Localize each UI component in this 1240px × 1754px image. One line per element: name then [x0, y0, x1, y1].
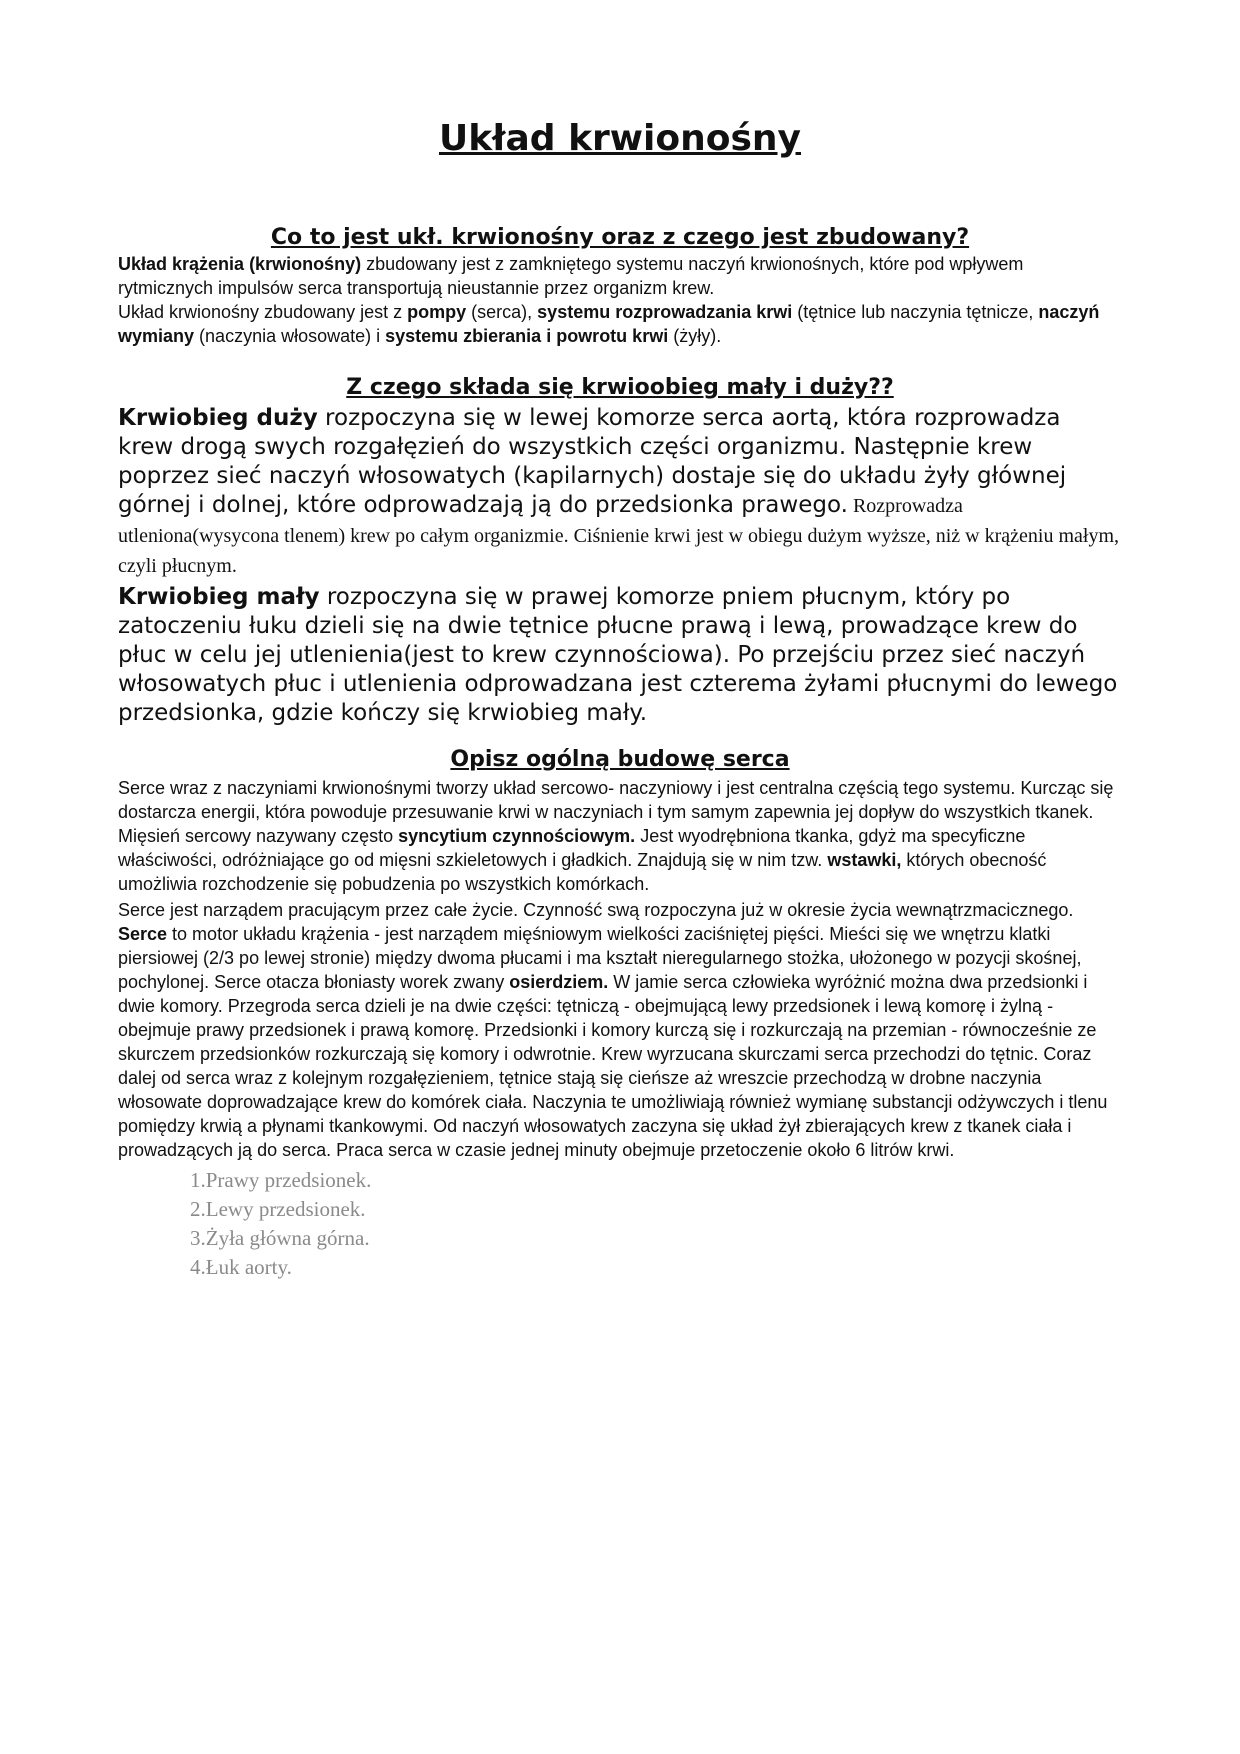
section-heading-1: Co to jest ukł. krwionośny oraz z czego jest zbudowany?: [270, 225, 970, 250]
text-run: Serce wraz z naczyniami krwionośnymi tworzy układ sercowo- naczyniowy i jest centralna częścią tego systemu. Kurcząc się dostarcza energii, która powoduje przesuwanie krwi w naczyniach i tym samym zapewnia jej dopływ do wszystkich tkanek. Mięsień sercowy nazywany często: [118, 778, 1114, 846]
paragraph-heart-overview: [118, 776, 1122, 896]
bold-term: syncytium czynnościowym.: [398, 826, 636, 846]
paragraph-systemic-circulation: [118, 404, 1122, 581]
section-heading-2: Z czego składa się krwioobieg mały i duży??: [346, 375, 894, 400]
bold-term: pompy: [407, 302, 467, 322]
bold-term: wstawki,: [827, 850, 902, 870]
text-run: (serca),: [466, 302, 538, 322]
list-item: 1.Prawy przedsionek.: [190, 1168, 372, 1192]
text-run: to motor układu krążenia - jest narządem mięśniowym wielkości zaciśniętej pięści. Mieści się we wnętrzu klatki piersiowej (2/3 po lewej stronie) między dwoma płucami i ma kształt nieregularnego stożka, ułożonego w pozycji skośnej, pochylonej. Serce otacza błoniasty worek zwany: [118, 924, 1082, 992]
text-run: Jest wyodrębniona tkanka, gdyż ma specyficzne właściwości, odróżniające go od mięsni szkieletowych i gładkich. Znajdują się w nim tzw.: [118, 826, 1026, 870]
text-run: W jamie serca człowieka wyróżnić można dwa przedsionki i dwie komory. Przegroda serca dzieli je na dwie części: tętniczą - obejmującą lewy przedsionek i lewą komorę i żylną - obejmuje prawy przedsionek i prawą komorę. Przedsionki i komory kurczą się i rozkurczają na przemian - równocześnie ze skurczem przedsionków rozkurczają się komory i odwrotnie. Krew wyrzucana skurczami serca przechodzi do tętnic. Coraz dalej od serca wraz z kolejnym rozgałęzieniem, tętnice stają się cieńsze aż wreszcie przechodzą w drobne naczynia włosowate doprowadzające krew do komórek ciała. Naczynia te umożliwiają również wymianę substancji odżywczych i tlenu pomiędzy krwią a płynami tkankowymi. Od naczyń włosowatych zaczyna się układ żył zbierających krew z tkanek ciała i prowadzących ją do serca. Praca serca w czasie jednej minuty obejmuje przetoczenie około 6 litrów krwi.: [118, 972, 1108, 1160]
text-run: Układ krwionośny zbudowany jest z: [118, 302, 408, 322]
bold-term: Serce: [118, 924, 168, 944]
text-run: (tętnice lub naczynia tętnicze,: [792, 302, 1039, 322]
paragraph-circulatory-structure: [118, 300, 1122, 348]
text-run: zbudowany jest z zamkniętego systemu naczyń krwionośnych, które pod wpływem rytmicznych impulsów serca transportują nieustannie przez organizm krew.: [118, 254, 1024, 298]
text-run: (żyły).: [668, 326, 722, 346]
text-run-serif: Rozprowadza utleniona(wysycona tlenem) krew po całym organizmie. Ciśnienie krwi jest w obiegu dużym wyższe, niż w krążeniu małym, czyli płucnym.: [118, 495, 1120, 577]
text-run: których obecność umożliwia rozchodzenie się pobudzenia po wszystkich komórkach.: [118, 850, 1047, 894]
document-title: Układ krwionośny: [438, 118, 802, 159]
text-run: rozpoczyna się w prawej komorze pniem płucnym, który po zatoczeniu łuku dzieli się na dwie tętnice płucne prawą i lewą, prowadzące krew do płuc w celu jej utlenienia(jest to krew czynnościowa). Po przejściu przez sieć naczyń włosowatych płuc i utlenienia odprowadzana jest czterema żyłami płucnymi do lewego przedsionka, gdzie kończy się krwiobieg mały.: [118, 584, 1118, 726]
paragraph-circulatory-definition: [118, 252, 1122, 300]
bold-term: naczyń wymiany: [118, 302, 1100, 346]
text-run: Serce jest narządem pracującym przez całe życie. Czynność swą rozpoczyna już w okresie życia wewnątrzmacicznego.: [118, 900, 1074, 920]
paragraph-heart-structure: [118, 898, 1122, 1162]
bold-term: Krwiobieg mały: [118, 584, 320, 610]
list-item: 4.Łuk aorty.: [190, 1255, 292, 1279]
list-item: 2.Lewy przedsionek.: [190, 1197, 366, 1221]
heart-parts-list: [190, 1166, 1122, 1282]
document-page: [118, 112, 1122, 1282]
bold-term: Krwiobieg duży: [118, 405, 318, 431]
bold-term: osierdziem.: [509, 972, 609, 992]
section-heading-3: Opisz ogólną budowę serca: [450, 747, 790, 772]
text-run: rozpoczyna się w lewej komorze serca aortą, która rozprowadza krew drogą swych rozgałęzień do wszystkich części organizmu. Następnie krew poprzez sieć naczyń włosowatych (kapilarnych) dostaje się do układu żyły głównej górnej i dolnej, które odprowadzają ją do przedsionka prawego.: [118, 405, 1067, 518]
text-run: (naczynia włosowate) i: [194, 326, 386, 346]
bold-term: systemu zbierania i powrotu krwi: [385, 326, 669, 346]
paragraph-pulmonary-circulation: [118, 583, 1122, 728]
list-item: 3.Żyła główna górna.: [190, 1226, 370, 1250]
bold-term: Układ krążenia (krwionośny): [118, 254, 362, 274]
bold-term: systemu rozprowadzania krwi: [537, 302, 793, 322]
